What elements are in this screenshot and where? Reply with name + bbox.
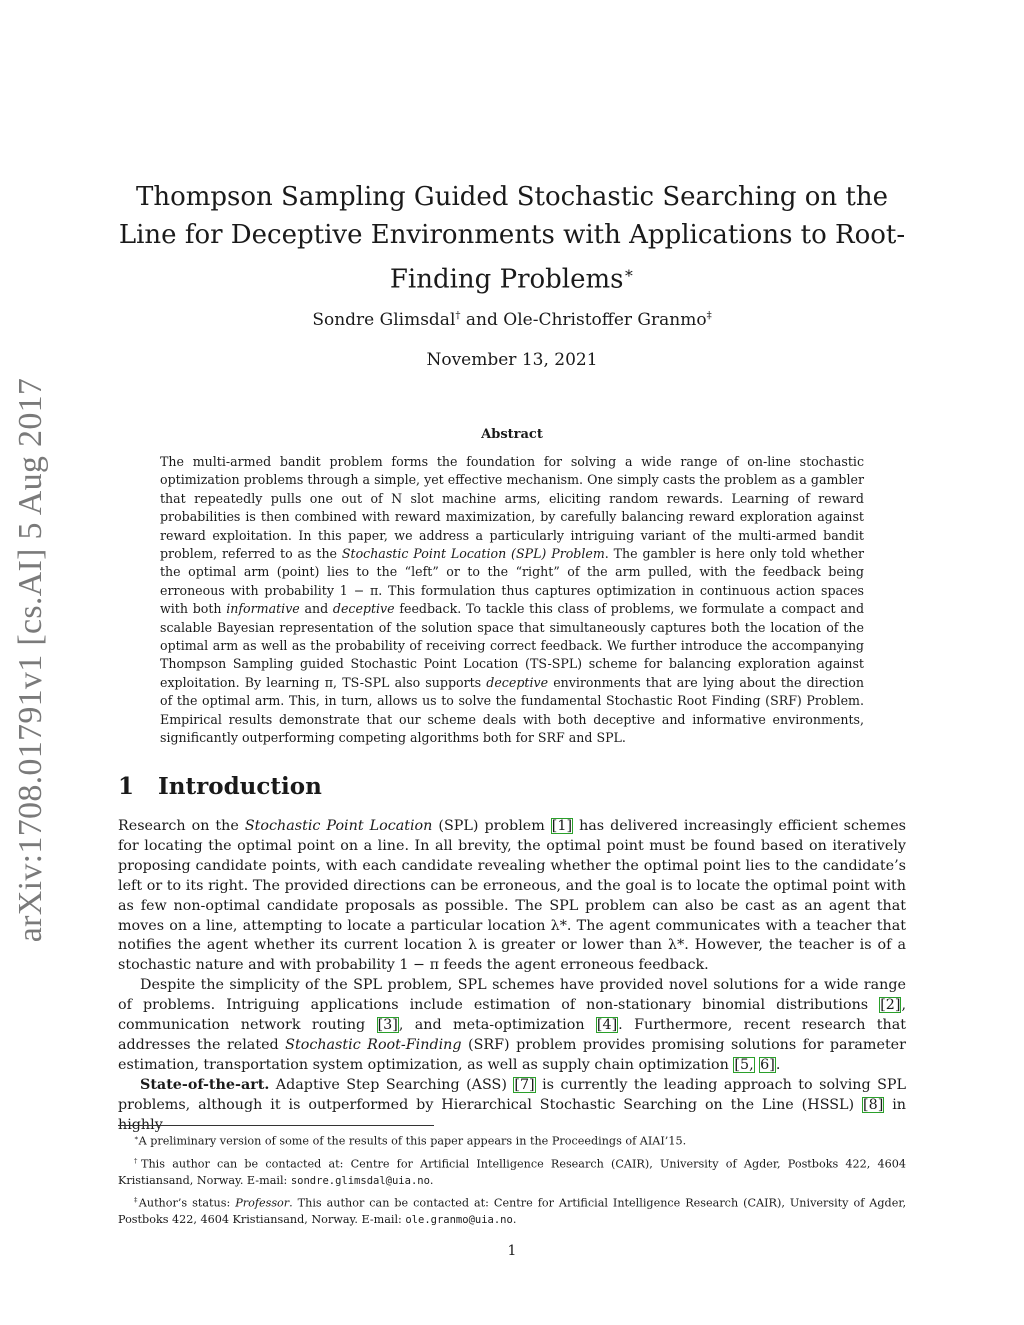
em-srf: Stochastic Root-Finding <box>285 1036 462 1053</box>
email-link-granmo[interactable]: ole.granmo@uia.no <box>405 1214 513 1227</box>
abstract-text-3: feedback. To tackle this class of problems, we formulate a compact and scalable Bayesian representation of the solution space that simultaneously captures both the location of the optimal arm as well as the probability of receiving correct feedback. We further introduce the accompanying Thompson Sampling guided Stochastic Point Location (TS-SPL) scheme for balancing exploration against exploitation. By learning π, TS-SPL also supports <box>160 601 865 690</box>
abstract-text-2: . The gambler is here only told whether the optimal arm (point) lies to the “left” or to the “right” of the arm pulled, with the feedback being erroneous with probability 1 − π. This formulation thus captures optimization in continuous action spaces with both <box>160 546 864 617</box>
footnote-3-mark: ‡ <box>134 1196 139 1205</box>
citation-link-4[interactable]: [4] <box>596 1017 618 1034</box>
section-number: 1 <box>118 773 135 800</box>
paper-title <box>118 178 906 299</box>
author-1-mark: † <box>455 310 461 322</box>
section-title: Introduction <box>158 773 322 800</box>
footnotes <box>118 1130 906 1231</box>
text: . Furthermore, recent research that addresses the related <box>118 1017 906 1053</box>
abstract-em-informative: informative <box>226 601 300 617</box>
abstract-text-and: and <box>299 601 333 617</box>
footnote-3-text-b: . This author can be contacted at: Centre for Artificial Intelligence Research (CAIR), University of Agder, Postboks 422, 4604 Kristiansand, Norway. E-mail: <box>118 1196 906 1227</box>
text: . <box>775 1056 781 1073</box>
author-2: Ole-Christoffer Granmo <box>503 310 707 330</box>
em-spl: Stochastic Point Location <box>244 818 433 834</box>
author-separator: and <box>460 310 504 330</box>
citation-link-7[interactable]: [7] <box>514 1076 535 1093</box>
footnote-3-em: Professor <box>235 1196 290 1210</box>
text: Despite the simplicity of the SPL problem, SPL schemes have provided novel solutions for a wide range of problems. Intriguing applications include estimation of non-stationary binomial distributions <box>118 977 906 1014</box>
section-heading <box>118 773 322 800</box>
footnote-3 <box>118 1192 906 1228</box>
citation-link-8[interactable]: [8] <box>863 1096 884 1113</box>
paper-date: November 13, 2021 <box>426 350 598 370</box>
title-text: Thompson Sampling Guided Stochastic Searching on the Line for Deceptive Environments with Applications to Root-Finding Problems <box>118 182 906 295</box>
footnote-1-mark: ∗ <box>134 1134 139 1142</box>
citation-link-5[interactable]: [5, <box>734 1056 754 1073</box>
author-line <box>118 310 906 330</box>
citation-link-2[interactable]: [2] <box>880 997 901 1014</box>
author-1: Sondre Glimsdal <box>312 310 456 330</box>
abstract-em-deceptive: deceptive <box>332 601 395 617</box>
text: (SPL) problem <box>432 818 551 834</box>
text: has delivered increasingly efficient schemes for locating the optimal point on a line. In all brevity, the optimal point must be found based on iteratively proposing candidate points, with each candidate revealing whether the optimal point lies to the candidate’s left or to its right. The provided directions can be erroneous, and the goal is to locate the optimal point with as few non-optimal candidate proposals as possible. The SPL problem can also be cast as an agent that moves on a line, attempting to locate a particular location λ*. The agent communicates with a teacher that notifies the agent whether its current location λ is greater or lower than λ*. However, the teacher is of a stochastic nature and with probability 1 − π feeds the agent erroneous feedback. <box>118 818 906 974</box>
abstract-em-spl: Stochastic Point Location (SPL) Problem <box>341 546 605 562</box>
citation-link-1[interactable]: [1] <box>551 818 573 834</box>
text: , communication network routing <box>118 997 906 1034</box>
footnote-2-mark: † <box>134 1156 142 1165</box>
footnote-2 <box>118 1153 906 1189</box>
intro-paragraph-1 <box>118 817 906 976</box>
arxiv-identifier: arXiv:1708.01791v1 [cs.AI] 5 Aug 2017 <box>12 377 49 943</box>
abstract-em-deceptive-2: deceptive <box>486 674 549 690</box>
intro-paragraph-2 <box>118 976 906 1076</box>
title-footnote-mark: ∗ <box>623 264 635 282</box>
text: . <box>512 1213 517 1227</box>
introduction-body <box>118 817 906 1136</box>
text: , and meta-optimization <box>398 1017 596 1034</box>
footnote-3-text-a: Author’s status: <box>138 1196 236 1210</box>
footnote-1-text: A preliminary version of some of the results of this paper appears in the Proceedings of AIAI’15. <box>138 1134 687 1148</box>
page-number: 1 <box>507 1243 517 1259</box>
abstract-body <box>160 453 864 748</box>
author-2-mark: ‡ <box>706 310 712 322</box>
text: . <box>429 1173 434 1187</box>
text: Adaptive Step Searching (ASS) <box>269 1076 514 1093</box>
text: in highly <box>118 1096 906 1133</box>
abstract-heading: Abstract <box>481 427 543 442</box>
citation-link-3[interactable]: [3] <box>377 1017 398 1034</box>
citation-link-6[interactable]: 6] <box>760 1056 775 1073</box>
text: is currently the leading approach to solving SPL problems, although it is outperformed by Hierarchical Stochastic Searching on the Line (HSSL) <box>118 1076 906 1113</box>
footnote-2-text: This author can be contacted at: Centre for Artificial Intelligence Research (CAIR), University of Agder, Postboks 422, 4604 Kristiansand, Norway. E-mail: <box>118 1157 907 1187</box>
abstract-text-1: The multi-armed bandit problem forms the foundation for solving a wide range of on-line stochastic optimization problems through a simple, yet effective mechanism. One simply casts the problem as a gambler that repeatedly pulls one out of N slot machine arms, eliciting random rewards. Learning of reward probabilities is then combined with reward maximization, by carefully balancing reward exploration against reward exploitation. In this paper, we address a particularly intriguing variant of the multi-armed bandit problem, referred to as the <box>160 454 864 562</box>
intro-paragraph-3 <box>118 1076 906 1136</box>
footnote-rule <box>118 1125 434 1126</box>
footnote-1 <box>118 1130 906 1150</box>
abstract-text-4: environments that are lying about the direction of the optimal arm. This, in turn, allows us to solve the fundamental Stochastic Root Finding (SRF) Problem. Empirical results demonstrate that our scheme deals with both deceptive and informative environments, significantly outperforming competing algorithms both for SRF and SPL. <box>160 674 864 746</box>
arxiv-sidebar-stamp <box>0 365 62 955</box>
text: (SRF) problem provides promising solutions for parameter estimation, transportation system optimization, as well as supply chain optimization <box>118 1036 906 1073</box>
email-link-glimsdal[interactable]: sondre.glimsdal@uia.no <box>290 1174 430 1187</box>
text: Research on the <box>118 818 245 834</box>
paragraph-heading-state-of-the-art: State-of-the-art. <box>140 1076 270 1093</box>
